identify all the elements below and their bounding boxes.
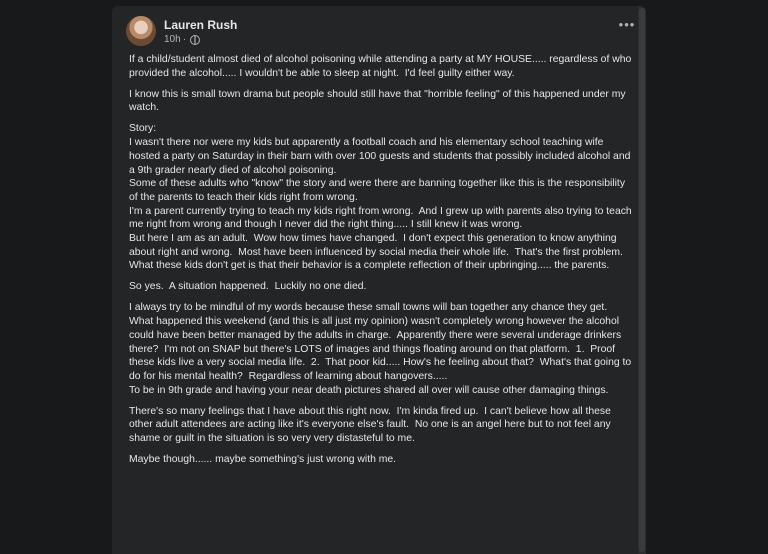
post-paragraph: There's so many feelings that I have about this right now. I'm kinda fired up. I can't believe how all these other adult attendees are acting like it's everyone else's fault. No one is an angel here but to not feel any shame or guilt in the situation is so very very distasteful to me.: [129, 405, 614, 445]
scrollbar-thumb[interactable]: [639, 8, 645, 552]
globe-icon: [190, 35, 200, 45]
post-meta: [164, 34, 200, 45]
more-options-icon[interactable]: •••: [618, 17, 636, 32]
separator: ·: [182, 34, 187, 45]
post-body: [129, 53, 635, 474]
post-paragraph: I know this is small town drama but people should still have that "horrible feeling" of this happened under my watch.: [129, 88, 629, 114]
post-paragraph: If a child/student almost died of alcohol poisoning while attending a party at MY HOUSE..... regardless of who provided the alcohol..... I wouldn't be able to sleep at night. I'd feel guilty either way.: [129, 54, 635, 79]
post-paragraph: Maybe though...... maybe something's just wrong with me.: [129, 454, 397, 466]
post-paragraph: Story: I wasn't there nor were my kids but apparently a football coach and his elementary school teaching wife hosted a party on Saturday in their barn with over 100 guests and students that possibly included alcohol and a 9th grader nearly died of alcohol poisoning. Some of these adults who "know" the story and were there are banning together like this is the responsibility of the parents to teach their kids right from wrong. I'm a parent currently trying to teach my kids right from wrong. And I grew up with parents also trying to teach me right from wrong and though I never did the right thing..... I still knew it was wrong. But here I am as an adult. Wow how times have changed. I don't expect this generation to know anything about right and wrong. Most have been influenced by social media their whole life. That's the first problem. What these kids don't get is that their behavior is a complete reflection of their upbringing..... the parents.: [129, 123, 632, 272]
author-name[interactable]: Lauren Rush: [164, 18, 238, 32]
post-paragraph: So yes. A situation happened. Luckily no one died.: [129, 281, 367, 293]
scrollbar[interactable]: [638, 6, 646, 554]
post-paragraph: I always try to be mindful of my words because these small towns will ban together any chance they get. What happened this weekend (and this is all just my opinion) wasn't completely wrong however the alcohol could have been better managed by the adults in charge. Apparently there were several underage drinkers there? I'm not on SNAP but there's LOTS of images and things floating around on that platform. 1. Proof these kids live a very social media life. 2. That poor kid..... How's he feeling about that? What's that going to do for his mental health? Regardless of learning about hangovers..... To be in 9th grade and having your near death pictures shared all over will cause other damaging things.: [129, 302, 632, 396]
post-time[interactable]: 10h: [164, 34, 181, 45]
post-header: [126, 16, 636, 52]
post-card: [112, 6, 646, 554]
avatar[interactable]: [126, 16, 156, 46]
